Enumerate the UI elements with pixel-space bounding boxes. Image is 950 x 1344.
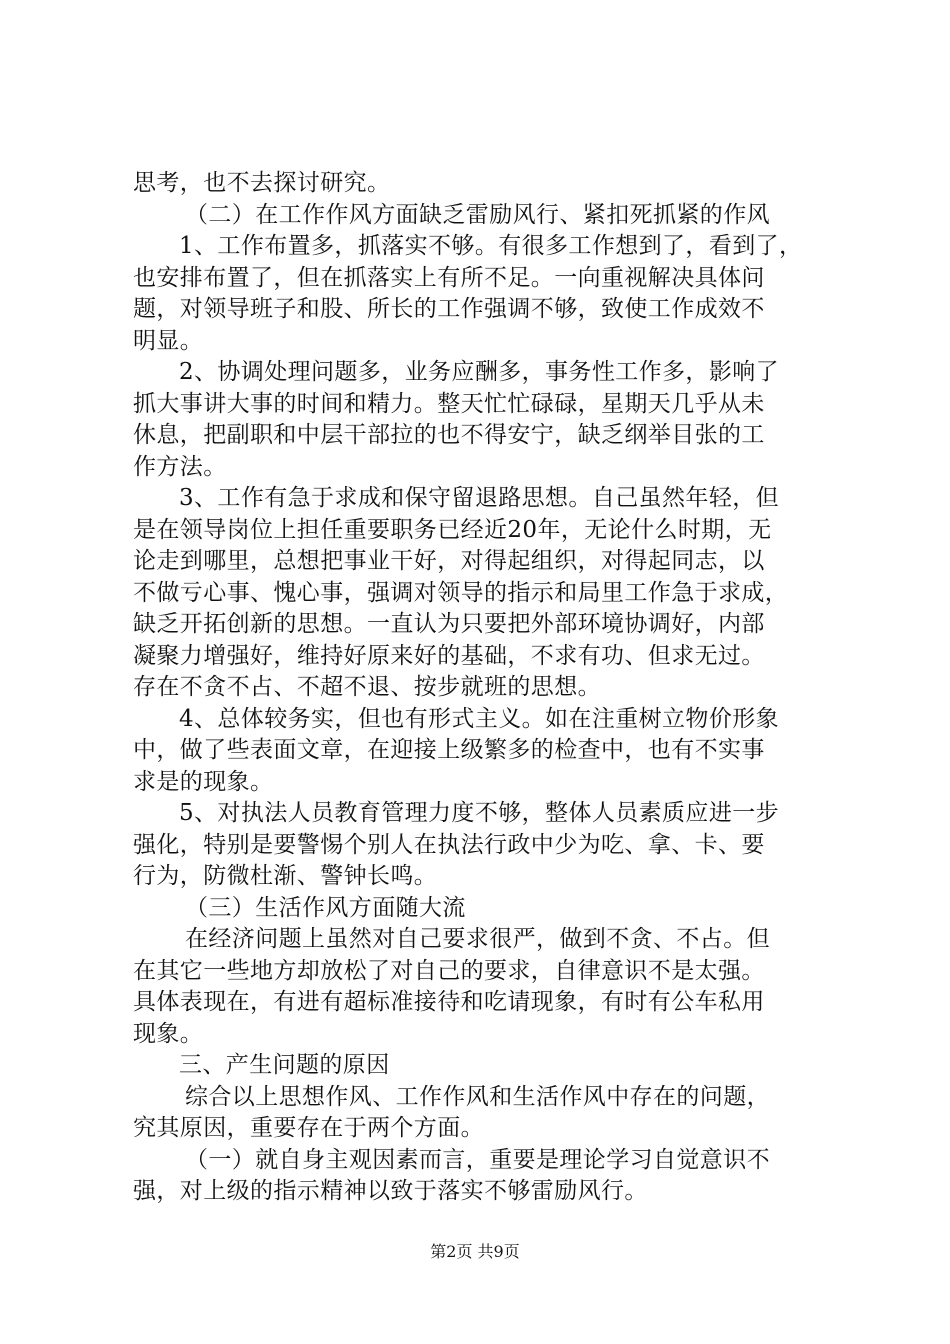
- text-line: 不做亏心事、愧心事，强调对领导的指示和局里工作急于求成，: [133, 579, 789, 606]
- text-line: 也安排布置了，但在抓落实上有所不足。一向重视解决具体问: [133, 264, 765, 291]
- text-line: 在其它一些地方却放松了对自己的要求，自律意识不是太强。: [133, 957, 765, 984]
- section-heading: 三、产生问题的原因: [179, 1052, 390, 1078]
- paragraph-start: 2、协调处理问题多，业务应酬多，事务性工作多，影响了: [179, 359, 780, 385]
- text-line: 论走到哪里，总想把事业干好，对得起组织，对得起同志，以: [133, 548, 765, 574]
- text-line: 具体表现在，有进有超标准接待和吃请现象，有时有公车私用: [133, 989, 765, 1015]
- paragraph-start: （一）就自身主观因素而言，重要是理论学习自觉意识不: [185, 1146, 770, 1173]
- text-line: 行为，防微杜渐、警钟长鸣。: [133, 863, 438, 889]
- section-heading: （三）生活作风方面随大流: [185, 894, 466, 921]
- text-line: 强，对上级的指示精神以致于落实不够雷励风行。: [133, 1178, 648, 1204]
- text-line: 凝聚力增强好，维持好原来好的基础，不求有功、但求无过。: [133, 642, 765, 669]
- text-line: 缺乏开拓创新的思想。一直认为只要把外部环境协调好，内部: [133, 611, 765, 637]
- text-line: 抓大事讲大事的时间和精力。整天忙忙碌碌，星期天几乎从未: [133, 390, 765, 417]
- text-line: 存在不贪不占、不超不退、按步就班的思想。: [133, 674, 601, 700]
- text-line: 求是的现象。: [133, 768, 274, 795]
- text-line: 究其原因，重要存在于两个方面。: [133, 1115, 484, 1141]
- text-line: 中，做了些表面文章，在迎接上级繁多的检查中，也有不实事: [133, 737, 765, 763]
- section-heading: （二）在工作作风方面缺乏雷励风行、紧扣死抓紧的作风: [185, 201, 770, 228]
- document-body: [133, 168, 833, 1208]
- text-line: 休息，把副职和中层干部拉的也不得安宁，缺乏纲举目张的工: [133, 422, 765, 448]
- page-footer: 第2页 共9页: [430, 1242, 520, 1261]
- paragraph-start: 5、对执法人员教育管理力度不够，整体人员素质应进一步: [179, 800, 780, 826]
- paragraph-start: 1、工作布置多，抓落实不够。有很多工作想到了，看到了，: [179, 233, 803, 259]
- text-line: 思考，也不去探讨研究。: [133, 170, 391, 196]
- text-line: 题，对领导班子和股、所长的工作强调不够，致使工作成效不: [133, 296, 765, 322]
- paragraph-start: 综合以上思想作风、工作作风和生活作风中存在的问题，: [185, 1083, 770, 1110]
- text-line: 是在领导岗位上担任重要职务已经近20年，无论什么时期，无: [133, 516, 772, 543]
- paragraph-start: 3、工作有急于求成和保守留退路思想。自己虽然年轻，但: [179, 485, 780, 511]
- text-line: 作方法。: [133, 453, 227, 480]
- paragraph-start: 4、总体较务实，但也有形式主义。如在注重树立物价形象: [179, 705, 780, 732]
- paragraph-start: 在经济问题上虽然对自己要求很严，做到不贪、不占。但: [185, 926, 770, 952]
- text-line: 明显。: [133, 327, 204, 354]
- text-line: 强化，特别是要警惕个别人在执法行政中少为吃、拿、卡、要: [133, 831, 765, 858]
- text-line: 现象。: [133, 1020, 204, 1047]
